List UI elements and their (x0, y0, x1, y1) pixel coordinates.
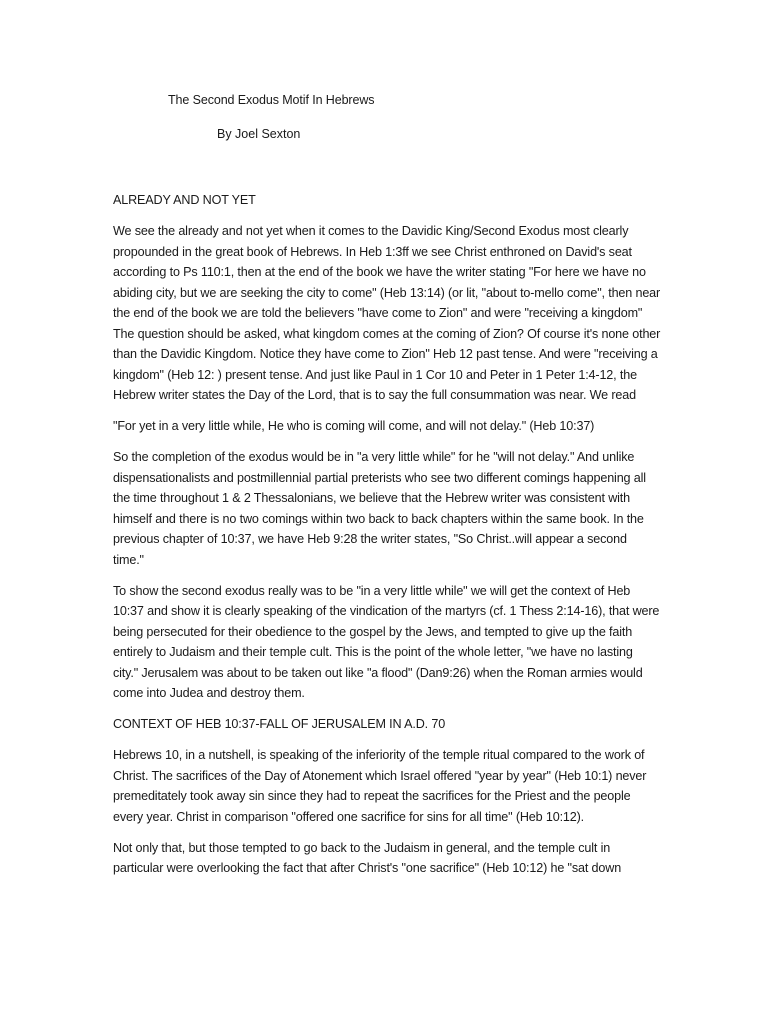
paragraph: Not only that, but those tempted to go back to the Judaism in general, and the temple cult in particular were overlooking the fact that after Christ's "one sacrifice" (Heb 10:12) he "sat down (113, 840, 622, 875)
section-heading: CONTEXT OF HEB 10:37-FALL OF JERUSALEM IN A.D. 70 (113, 717, 446, 731)
paragraph: To show the second exodus really was to be "in a very little while" we will get the context of Heb 10:37 and show it is clearly speaking of the vindication of the martyrs (cf. 1 Thess 2:14-16), that were being persecuted for their obedience to the gospel by the Jews, and tempted to give up the faith entirely to Judaism and their temple cult. This is the point of the whole letter, "we have no lasting city." Jerusalem was about to be taken out like "a flood" (Dan9:26) when the Roman armies would come into Judea and destroy them. (113, 583, 660, 700)
section-heading: ALREADY AND NOT YET (113, 193, 256, 207)
document-author: By Joel Sexton (217, 127, 301, 141)
document-title: The Second Exodus Motif In Hebrews (168, 93, 375, 107)
paragraph: "For yet in a very little while, He who is coming will come, and will not delay." (Heb 10:37) (113, 419, 595, 433)
paragraph: We see the already and not yet when it comes to the Davidic King/Second Exodus most clearly propounded in the great book of Hebrews. In Heb 1:3ff we see Christ enthroned on David's seat according to Ps 110:1, then at the end of the book we have the writer stating "For here we have no abiding city, but we are seeking the city to come" (Heb 13:14) (or lit, "about to-mello come", then near the end of the book we are told the believers "have come to Zion" and were "receiving a kingdom" The question should be asked, what kingdom comes at the coming of Zion? Of course it's none other than the Davidic Kingdom. Notice they have come to Zion" Heb 12 past tense. And were "receiving a kingdom" (Heb 12: ) present tense. And just like Paul in 1 Cor 10 and Peter in 1 Peter 1:4-12, the Hebrew writer states the Day of the Lord, that is to say the full consummation was near. We read (113, 224, 661, 402)
paragraph: So the completion of the exodus would be in "a very little while" for he "will not delay." And unlike dispensationalists and postmillennial partial preterists who see two different comings happening all the time throughout 1 & 2 Thessalonians, we believe that the Hebrew writer was consistent with himself and there is no two comings within two back to back chapters within the same book. In the previous chapter of 10:37, we have Heb 9:28 the writer states, "So Christ..will appear a second time." (113, 450, 646, 567)
paragraph: Hebrews 10, in a nutshell, is speaking of the inferiority of the temple ritual compared to the work of Christ. The sacrifices of the Day of Atonement which Israel offered "year by year" (Heb 10:1) never premeditately took away sin since they had to repeat the sacrifices for the Priest and the people every year. Christ in comparison "offered one sacrifice for sins for all time" (Heb 10:12). (113, 748, 647, 824)
document-body (113, 190, 661, 889)
